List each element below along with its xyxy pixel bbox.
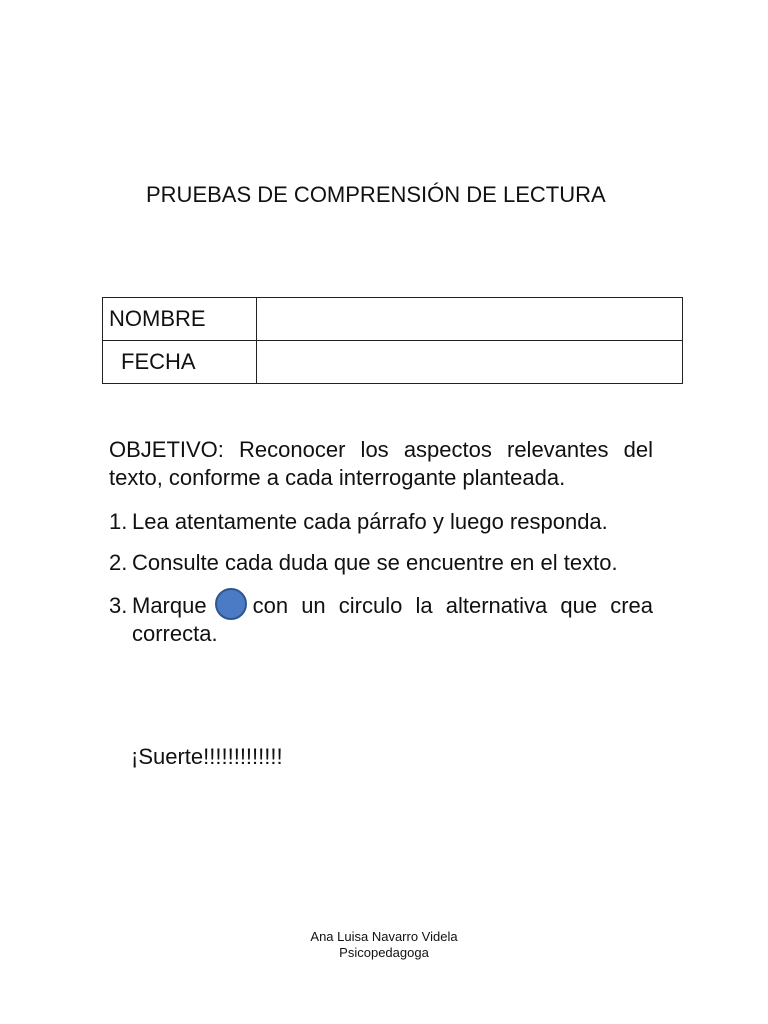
closing-message: ¡Suerte!!!!!!!!!!!!! [131, 744, 283, 769]
instruction-number: 2. [109, 550, 128, 575]
date-field[interactable] [257, 341, 683, 384]
instruction-text-after: con un circulo la alternativa que crea correcta. [132, 593, 653, 647]
date-row [103, 341, 683, 384]
instruction-text-before: Marque [132, 593, 207, 618]
footer-role: Psicopedagoga [339, 945, 429, 960]
instruction-text: Consulte cada duda que se encuentre en el texto. [132, 550, 618, 575]
instruction-item [109, 592, 653, 648]
page-title: PRUEBAS DE COMPRENSIÓN DE LECTURA [146, 182, 606, 207]
date-label: FECHA [103, 341, 257, 384]
instruction-text: Lea atentamente cada párrafo y luego responda. [132, 509, 608, 534]
instruction-item [109, 549, 653, 577]
objective-text: OBJETIVO: Reconocer los aspectos relevantes del texto, conforme a cada interrogante planteada. [109, 437, 653, 490]
footer-author: Ana Luisa Navarro Videla [310, 929, 458, 944]
student-info-table [102, 297, 683, 384]
name-label: NOMBRE [103, 298, 257, 341]
instruction-item [109, 508, 653, 536]
instruction-number: 3. [109, 593, 128, 618]
instruction-text [132, 592, 653, 648]
instruction-number: 1. [109, 509, 128, 534]
name-field[interactable] [257, 298, 683, 341]
name-row [103, 298, 683, 341]
blue-circle-icon [215, 588, 247, 620]
